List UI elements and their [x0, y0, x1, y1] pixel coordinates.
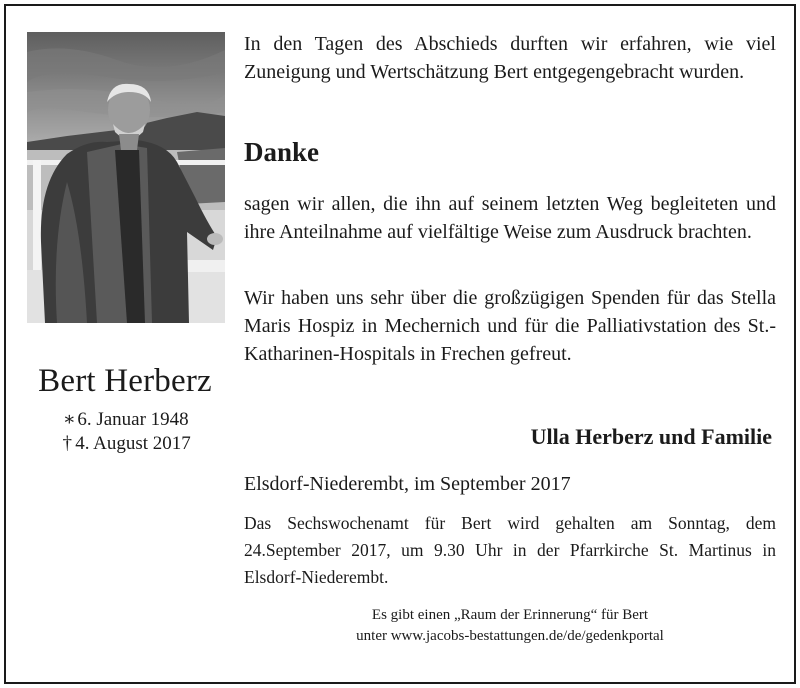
birth-symbol-icon: ∗ [62, 409, 76, 430]
death-date-line [10, 433, 240, 455]
thanks-paragraph: sagen wir allen, die ihn auf seinem letzten Weg begleiteten und ihre Anteilnahme auf vielfältige Weise zum Ausdruck brachten. [244, 193, 776, 243]
intro-paragraph: In den Tagen des Abschieds durften wir erfahren, wie viel Zuneigung und Wertschätzung Bert entgegengebracht wurden. [244, 33, 776, 83]
signature: Ulla Herberz und Familie [530, 424, 772, 449]
memory-room-link[interactable]: unter www.jacobs-bestattungen.de/de/gedenkportal [356, 628, 664, 644]
donations-paragraph: Wir haben uns sehr über die großzügigen Spenden für das Stella Maris Hospiz in Mechernich und für die Palliativstation des St.-Katharinen-Hospitals in Frechen gefreut. [244, 287, 776, 365]
death-date: 4. August 2017 [75, 433, 191, 454]
service-paragraph: Das Sechswochenamt für Bert wird gehalten am Sonntag, dem 24.September 2017, um 9.30 Uhr in der Pfarrkirche St. Martinus in Elsdorf-Niederembt. [244, 513, 776, 587]
cross-icon: † [62, 433, 72, 454]
portrait-photo [27, 32, 225, 323]
deceased-name: Bert Herberz [38, 363, 212, 399]
birth-date: 6. Januar 1948 [77, 409, 189, 430]
birth-date-line [10, 408, 240, 431]
memory-room-line: Es gibt einen „Raum der Erinnerung“ für Bert [371, 607, 649, 623]
thanks-heading: Danke [244, 137, 320, 167]
place-date: Elsdorf-Niederembt, im September 2017 [244, 473, 571, 495]
